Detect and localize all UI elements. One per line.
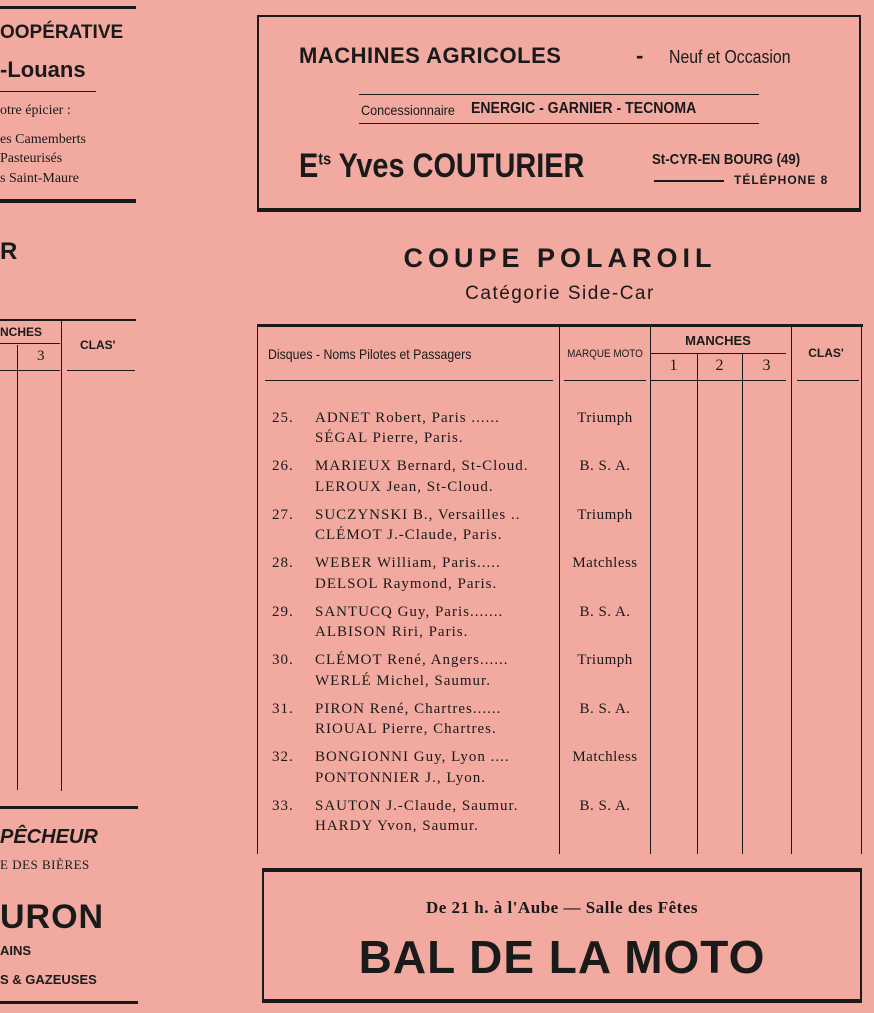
column-line [742,353,743,854]
bieres-line: E DES BIÈRES [0,857,90,872]
brand: Triumph [577,410,633,426]
column-line [559,327,560,854]
ad-headline: MACHINES AGRICOLES [299,43,562,68]
coop-place: -Louans [0,57,86,82]
header-rule [650,380,786,381]
divider [0,6,136,9]
coop-title: OOPÉRATIVE [0,22,124,43]
divider [0,343,60,344]
ad-company [299,147,584,186]
ains-line: AINS [0,943,32,958]
row-number: 31. [272,701,294,717]
divider [67,370,135,371]
brand: B. S. A. [579,458,631,474]
product-line: s Saint-Maure [0,171,79,186]
pilot-name: CLÉMOT René, Angers...... [315,652,509,668]
passenger-name: ALBISON Riri, Paris. [315,624,469,640]
phone-rule [654,180,724,182]
passenger-name: DELSOL Raymond, Paris. [315,576,498,592]
divider [359,123,759,124]
pilot-name: WEBER William, Paris..... [315,555,501,571]
brand: Matchless [572,749,638,765]
concessionnaire-label: Concessionnaire [361,102,455,118]
heading-fragment: R [0,238,18,265]
coupe-subtitle: Catégorie Side-Car [465,283,655,304]
column-line [697,353,698,854]
table-left-border [257,327,258,854]
table-top-rule [0,319,136,321]
passenger-name: SÉGAL Pierre, Paris. [315,430,464,446]
passenger-name: RIOUAL Pierre, Chartres. [315,721,497,737]
header-manche-1: 1 [669,357,678,374]
passenger-name: WERLÉ Michel, Saumur. [315,673,491,689]
ad-neuf-occasion: Neuf et Occasion [669,47,791,67]
pilot-name: BONGIONNI Guy, Lyon .... [315,749,510,765]
left-page-strip [0,0,140,1013]
divider [0,370,60,371]
gazeuses-line: S & GAZEUSES [0,972,97,987]
column-line [61,321,62,791]
divider [0,806,138,809]
ad-phone: TÉLÉPHONE 8 [734,173,829,187]
header-rule [564,380,646,381]
brand: Triumph [577,507,633,523]
ad-brands: ENERGIC - GARNIER - TECNOMA [471,100,697,117]
ad-town: St-CYR-EN BOURG (49) [652,151,801,168]
header-rule [650,353,786,354]
header-marque: MARQUE MOTO [567,348,643,360]
bal-de-la-moto-ad [262,868,862,1003]
header-clas: CLAS' [808,346,844,360]
passenger-name: LEROUX Jean, St-Cloud. [315,479,494,495]
passenger-name: HARDY Yvon, Saumur. [315,818,479,834]
row-number: 33. [272,798,294,814]
divider [0,91,96,92]
clas-header: CLAS' [80,338,116,352]
ad-dash: - [636,43,644,68]
manches-header: NCHES [0,325,43,339]
pecheur-title: PÊCHEUR [0,826,98,848]
table-right-border [861,327,862,854]
row-number: 28. [272,555,294,571]
header-manche-3: 3 [762,357,771,374]
bal-title: BAL DE LA MOTO [358,931,766,983]
row-number: 26. [272,458,294,474]
pilot-name: SANTUCQ Guy, Paris....... [315,604,504,620]
brand: B. S. A. [579,701,631,717]
brand: Matchless [572,555,638,571]
passenger-name: CLÉMOT J.-Claude, Paris. [315,527,503,543]
divider [0,1001,138,1004]
row-number: 25. [272,410,294,426]
header-rule [797,380,859,381]
row-number: 27. [272,507,294,523]
header-rule [265,380,553,381]
uron-title: URON [0,898,105,936]
brand: Triumph [577,652,633,668]
grocer-line: otre épicier : [0,103,71,118]
product-line: es Camemberts [0,132,86,147]
row-number: 32. [272,749,294,765]
column-line [791,327,792,854]
row-number: 30. [272,652,294,668]
product-line: Pasteurisés [0,151,63,166]
brand: B. S. A. [579,798,631,814]
divider [0,199,136,203]
row-number: 29. [272,604,294,620]
ets-label: E [299,147,319,185]
pilot-name: SUCZYNSKI B., Versailles .. [315,507,521,523]
divider [359,94,759,95]
pilot-name: SAUTON J.-Claude, Saumur. [315,798,519,814]
bal-timing: De 21 h. à l'Aube — Salle des Fêtes [425,898,699,917]
brand: B. S. A. [579,604,631,620]
passenger-name: PONTONNIER J., Lyon. [315,770,486,786]
pilot-name: PIRON René, Chartres...... [315,701,502,717]
machines-agricoles-ad [257,15,861,212]
pilot-name: MARIEUX Bernard, St-Cloud. [315,458,529,474]
pilot-name: ADNET Robert, Paris ...... [315,410,500,426]
header-manche-2: 2 [715,357,724,374]
ets-superscript: ts [318,149,332,169]
header-pilots: Disques - Noms Pilotes et Passagers [268,346,472,362]
coupe-title: COUPE POLAROIL [403,243,717,273]
column-line [650,327,651,854]
column-line [17,345,18,790]
header-manches: MANCHES [685,333,751,348]
manche-3-header: 3 [37,348,45,364]
company-name: Yves COUTURIER [338,147,585,185]
